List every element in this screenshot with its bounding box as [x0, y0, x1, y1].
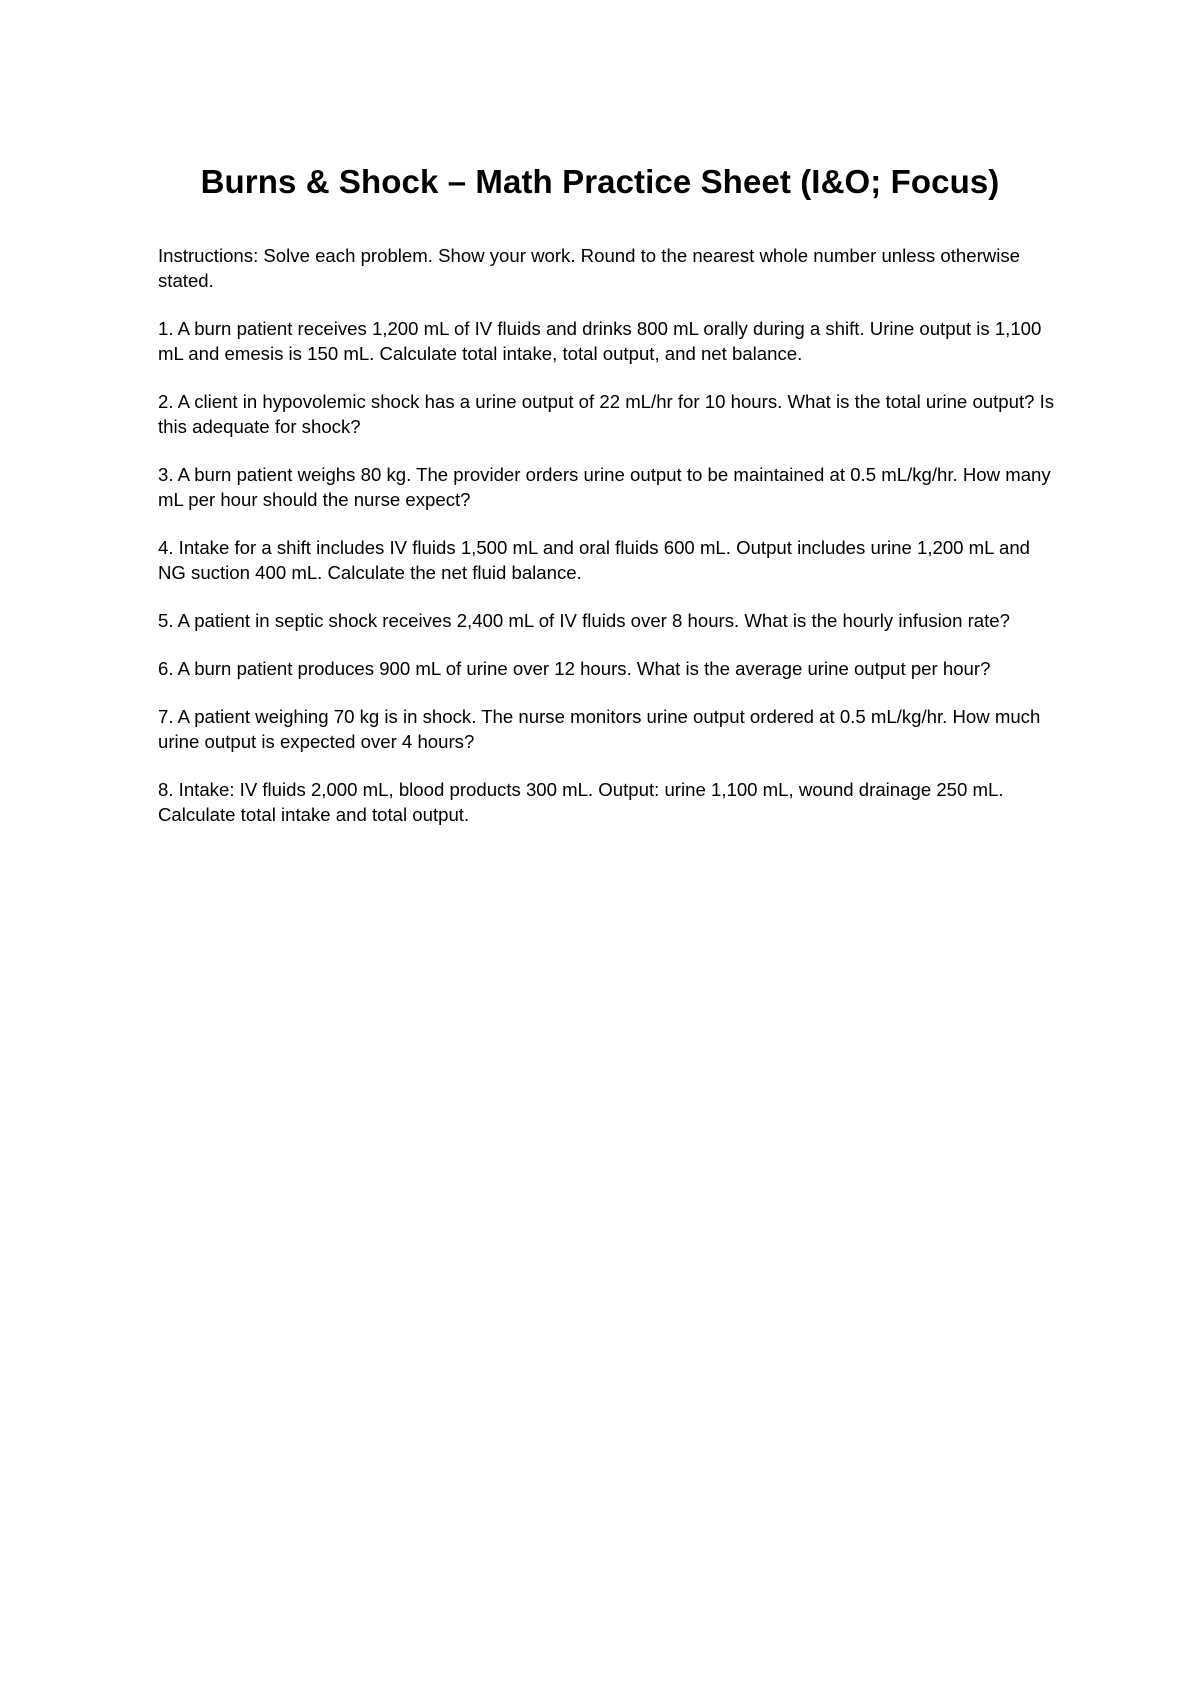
problem-3: 3. A burn patient weighs 80 kg. The provider orders urine output to be maintained at 0.5 mL/kg/hr. How many mL per hour should the nurse expect? [158, 464, 1051, 510]
problem-8: 8. Intake: IV fluids 2,000 mL, blood products 300 mL. Output: urine 1,100 mL, wound drainage 250 mL. Calculate total intake and total output. [158, 779, 1004, 825]
problem-4: 4. Intake for a shift includes IV fluids 1,500 mL and oral fluids 600 mL. Output includes urine 1,200 mL and NG suction 400 mL. Calculate the net fluid balance. [158, 537, 1031, 583]
instructions-text: Instructions: Solve each problem. Show your work. Round to the nearest whole number unless otherwise stated. [158, 245, 1020, 291]
document-body [158, 243, 1058, 850]
problem-6: 6. A burn patient produces 900 mL of urine over 12 hours. What is the average urine output per hour? [158, 658, 991, 679]
problem-7: 7. A patient weighing 70 kg is in shock. The nurse monitors urine output ordered at 0.5 mL/kg/hr. How much urine output is expected over 4 hours? [158, 706, 1041, 752]
problem-5: 5. A patient in septic shock receives 2,400 mL of IV fluids over 8 hours. What is the hourly infusion rate? [158, 610, 1010, 631]
problem-2: 2. A client in hypovolemic shock has a urine output of 22 mL/hr for 10 hours. What is the total urine output? Is this adequate for shock? [158, 391, 1055, 437]
page-title: Burns & Shock – Math Practice Sheet (I&O; Focus) [200, 163, 1000, 200]
problem-1: 1. A burn patient receives 1,200 mL of IV fluids and drinks 800 mL orally during a shift. Urine output is 1,100 mL and emesis is 150 mL. Calculate total intake, total output, and net balance. [158, 318, 1042, 364]
